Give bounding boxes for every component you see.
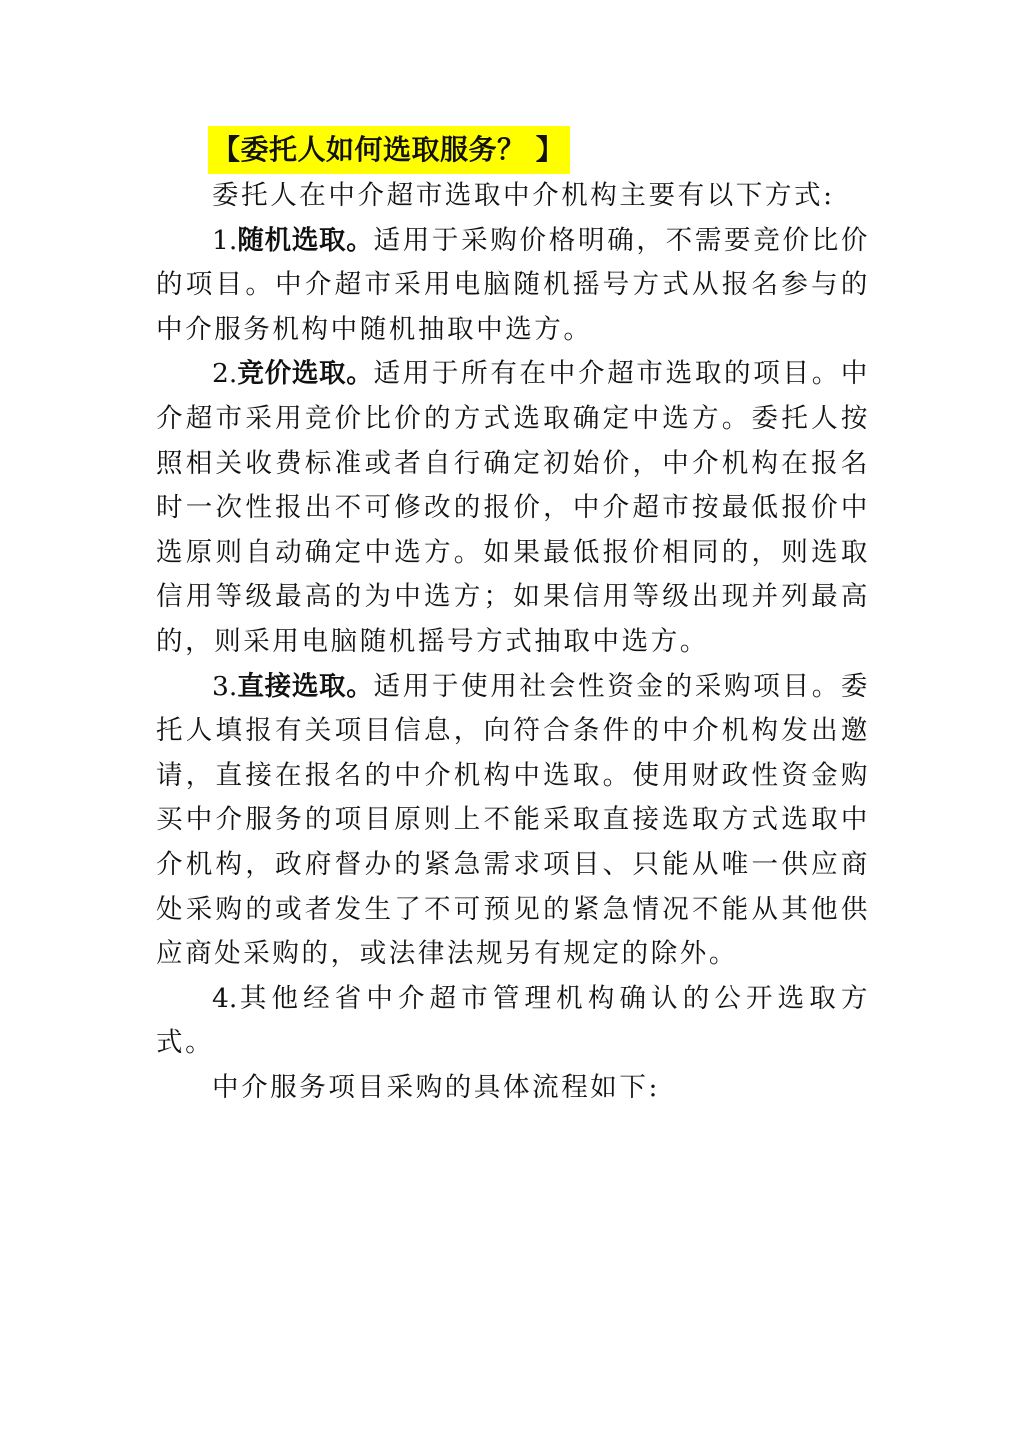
item-paragraph-4 bbox=[156, 977, 870, 1066]
item-body: 适用于使用社会性资金的采购项目。委托人填报有关项目信息，向符合条件的中介机构发出邀请，直接在报名的中介机构中选取。使用财政性资金购买中介服务的项目原则上不能采取直接选取方式选取中介机构，政府督办的紧急需求项目、只能从唯一供应商处采购的或者发生了不可预见的紧急情况不能从其他供应商处采购的，或法律法规另有规定的除外。 bbox=[156, 670, 871, 970]
item-body: 其他经省中介超市管理机构确认的公开选取方式。 bbox=[156, 982, 870, 1059]
item-number: 4. bbox=[212, 982, 238, 1014]
item-paragraph-2 bbox=[156, 352, 870, 664]
item-title: 直接选取。 bbox=[237, 670, 374, 702]
item-number: 3. bbox=[212, 670, 238, 702]
item-paragraph-3 bbox=[156, 665, 870, 977]
item-number: 2. bbox=[212, 358, 238, 390]
intro-paragraph: 委托人在中介超市选取中介机构主要有以下方式: bbox=[212, 180, 835, 211]
section-heading: 【委托人如何选取服务？ 】 bbox=[208, 126, 570, 174]
document-content bbox=[156, 126, 870, 1110]
item-paragraph-1 bbox=[156, 219, 870, 353]
closing-paragraph: 中介服务项目采购的具体流程如下: bbox=[212, 1071, 661, 1103]
item-title: 竞价选取。 bbox=[237, 358, 374, 390]
item-body: 适用于采购价格明确，不需要竞价比价的项目。中介超市采用电脑随机摇号方式从报名参与的中介服务机构中随机抽取中选方。 bbox=[156, 224, 871, 345]
item-body: 适用于所有在中介超市选取的项目。中介超市采用竞价比价的方式选取确定中选方。委托人按照相关收费标准或者自行确定初始价，中介机构在报名时一次性报出不可修改的报价，中介超市按最低报价中选原则自动确定中选方。如果最低报价相同的，则选取信用等级最高的为中选方；如果信用等级出现并列最高的，则采用电脑随机摇号方式抽取中选方。 bbox=[156, 358, 871, 657]
item-number: 1. bbox=[212, 224, 238, 256]
item-title: 随机选取。 bbox=[237, 224, 374, 256]
